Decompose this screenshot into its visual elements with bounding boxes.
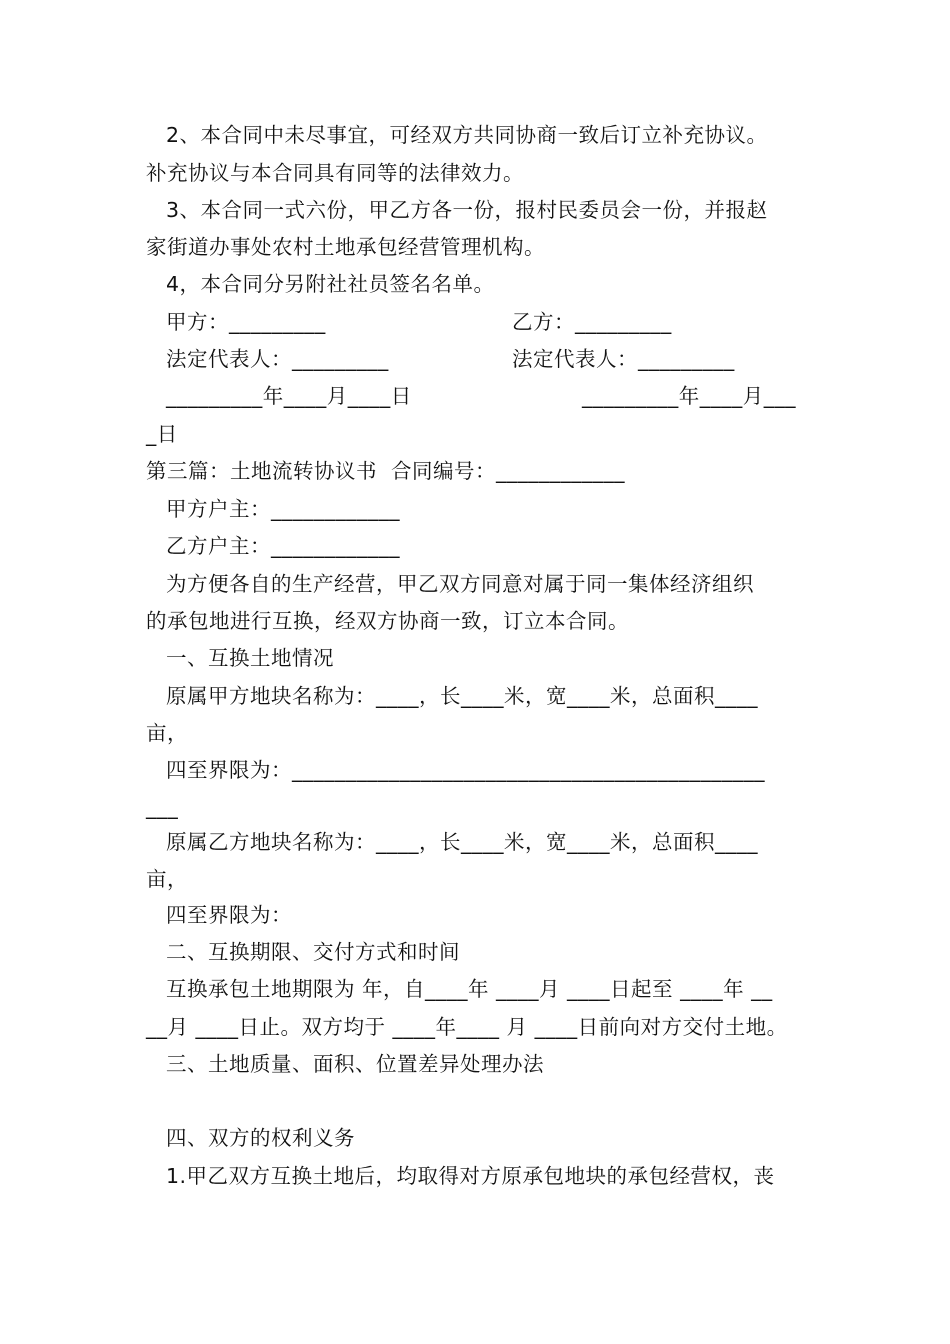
party-b-signature: 乙方：_________	[512, 310, 672, 334]
land-a-description: 原属甲方地块名称为：____，长____米，宽____米，总面积____	[166, 684, 758, 708]
preamble-line-2: 的承包地进行互换，经双方协商一致，订立本合同。	[146, 609, 629, 633]
heading-3: 三、土地质量、面积、位置差异处理办法	[166, 1052, 544, 1076]
rights-clause-1: 1.甲乙双方互换土地后，均取得对方原承包地块的承包经营权，丧	[166, 1164, 775, 1188]
party-b-representative: 法定代表人：_________	[512, 347, 735, 371]
party-a-representative: 法定代表人：_________	[166, 347, 389, 371]
land-a-boundaries: 四至界限为：____________________________________________	[166, 758, 765, 782]
land-a-boundaries-continued: ___	[146, 795, 179, 819]
land-b-description: 原属乙方地块名称为：____，长____米，宽____米，总面积____	[166, 830, 758, 854]
party-b-household-head: 乙方户主：____________	[166, 534, 400, 558]
party-a-signature: 甲方：_________	[166, 310, 326, 334]
land-a-unit: 亩，	[146, 721, 188, 745]
clause-3-line-2: 家街道办事处农村土地承包经营管理机构。	[146, 235, 545, 259]
heading-1: 一、互换土地情况	[166, 646, 334, 670]
heading-4: 四、双方的权利义务	[166, 1126, 355, 1150]
heading-2: 二、互换期限、交付方式和时间	[166, 940, 460, 964]
land-b-boundaries: 四至界限为：	[166, 903, 292, 927]
land-b-unit: 亩，	[146, 867, 188, 891]
clause-2-line-1: 2、本合同中未尽事宜，可经双方共同协商一致后订立补充协议。	[166, 123, 768, 147]
party-a-household-head: 甲方户主：____________	[166, 497, 400, 521]
party-b-date: _________年____月___	[582, 384, 796, 408]
clause-2-line-2: 补充协议与本合同具有同等的法律效力。	[146, 161, 524, 185]
exchange-term-line-2: __月 ____日止。双方均于 ____年____ 月 ____日前向对方交付土地。	[146, 1015, 788, 1039]
clause-4: 4，本合同分另附社社员签名名单。	[166, 272, 495, 296]
party-a-date: _________年____月____日	[166, 384, 412, 408]
preamble-line-1: 为方便各自的生产经营，甲乙双方同意对属于同一集体经济组织	[166, 572, 754, 596]
exchange-term-line-1: 互换承包土地期限为 年，自____年 ____月 ____日起至 ____年 __	[166, 977, 773, 1001]
party-b-date-continued: _日	[146, 422, 178, 446]
clause-3-line-1: 3、本合同一式六份，甲乙方各一份，报村民委员会一份，并报赵	[166, 198, 768, 222]
section-title-part-three: 第三篇：土地流转协议书 合同编号：____________	[146, 459, 626, 483]
